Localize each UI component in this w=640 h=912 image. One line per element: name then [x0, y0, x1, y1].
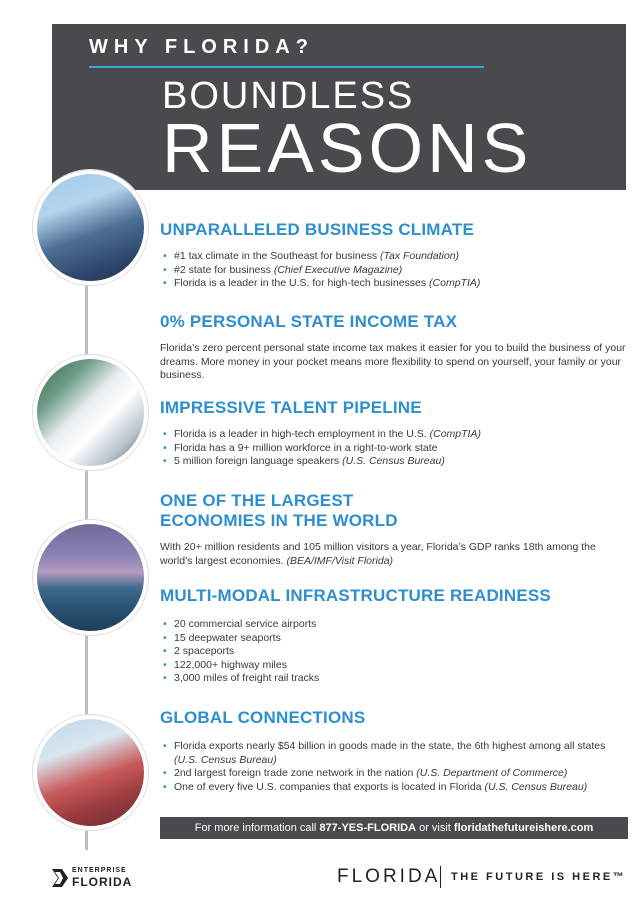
technician-photo	[33, 355, 148, 470]
footer-url: floridathefutureishere.com	[453, 822, 594, 834]
contact-footer-bar	[160, 817, 628, 839]
section-paragraph: With 20+ million residents and 105 million visitors a year, Florida’s GDP ranks 18th among the world’s largest economies. (BEA/IMF/Visit Florida)	[160, 541, 596, 567]
section-title: UNPARALLELED BUSINESS CLIMATE	[160, 220, 475, 239]
port-skyline-photo	[33, 520, 148, 635]
section-economy	[160, 491, 630, 568]
section-paragraph: Florida’s zero percent personal state income tax makes it easier for you to build the business of your dreams. More money in your pocket means more flexibility to spend on yourself, your family or your business.	[160, 342, 626, 381]
list-item: • 2 spaceports	[174, 645, 630, 659]
list-item: • Florida is a leader in high-tech employment in the U.S. (CompTIA)	[174, 428, 630, 442]
section-title: IMPRESSIVE TALENT PIPELINE	[160, 398, 422, 417]
list-item: • Florida has a 9+ million workforce in a right-to-work state	[174, 442, 630, 456]
section-title: 0% PERSONAL STATE INCOME TAX	[160, 312, 458, 331]
list-item: • 15 deepwater seaports	[174, 632, 630, 646]
list-item: • #2 state for business (Chief Executive Magazine)	[174, 264, 630, 278]
section-income-tax	[160, 312, 630, 383]
kicker-rule	[89, 66, 484, 68]
list-item: • 5 million foreign language speakers (U.S. Census Bureau)	[174, 455, 630, 469]
section-global-connections	[160, 708, 630, 794]
section-infrastructure	[160, 586, 630, 686]
bullet-list	[160, 618, 630, 686]
section-title-line2: ECONOMIES IN THE WORLD	[160, 511, 398, 530]
airplane-containers-photo	[33, 715, 148, 830]
header-banner	[52, 24, 626, 190]
florida-logo: FLORIDA	[337, 866, 441, 887]
bullet-list	[160, 428, 630, 469]
list-item: • 20 commercial service airports	[174, 618, 630, 632]
list-item: • 2nd largest foreign trade zone network in the nation (U.S. Department of Commerce)	[174, 767, 630, 781]
florida-tagline: THE FUTURE IS HERE™	[451, 871, 627, 883]
section-business-climate	[160, 220, 630, 291]
list-item: • Florida exports nearly $54 billion in goods made in the state, the 6th highest among all states (U.S. Census Bureau)	[174, 740, 630, 767]
ef-logo-line2: FLORIDA	[72, 875, 133, 889]
list-item: • #1 tax climate in the Southeast for business (Tax Foundation)	[174, 250, 630, 264]
headline-line1: BOUNDLESS	[162, 75, 415, 117]
skyscraper-photo	[33, 170, 148, 285]
footer-middle: or visit	[416, 822, 454, 834]
headline-line2: REASONS	[162, 109, 533, 187]
list-item: • 3,000 miles of freight rail tracks	[174, 672, 630, 686]
list-item: • 122,000+ highway miles	[174, 659, 630, 673]
ef-logo-line1: ENTERPRISE	[72, 867, 127, 874]
list-item: • One of every five U.S. companies that exports is located in Florida (U.S. Census Bureau)	[174, 781, 630, 795]
section-title-line1: ONE OF THE LARGEST	[160, 491, 354, 510]
section-title: GLOBAL CONNECTIONS	[160, 708, 366, 727]
kicker-title: WHY FLORIDA?	[89, 36, 314, 58]
bullet-list	[160, 250, 630, 291]
section-title: MULTI-MODAL INFRASTRUCTURE READINESS	[160, 586, 551, 605]
list-item: • Florida is a leader in the U.S. for high-tech businesses (CompTIA)	[174, 277, 630, 291]
enterprise-florida-mark-icon	[52, 869, 68, 887]
footer-prefix: For more information call	[194, 822, 320, 834]
enterprise-florida-logo	[52, 867, 162, 891]
footer-phone: 877-YES-FLORIDA	[319, 822, 417, 834]
logo-divider	[440, 866, 441, 888]
bullet-list	[160, 740, 630, 794]
section-talent-pipeline	[160, 398, 630, 469]
